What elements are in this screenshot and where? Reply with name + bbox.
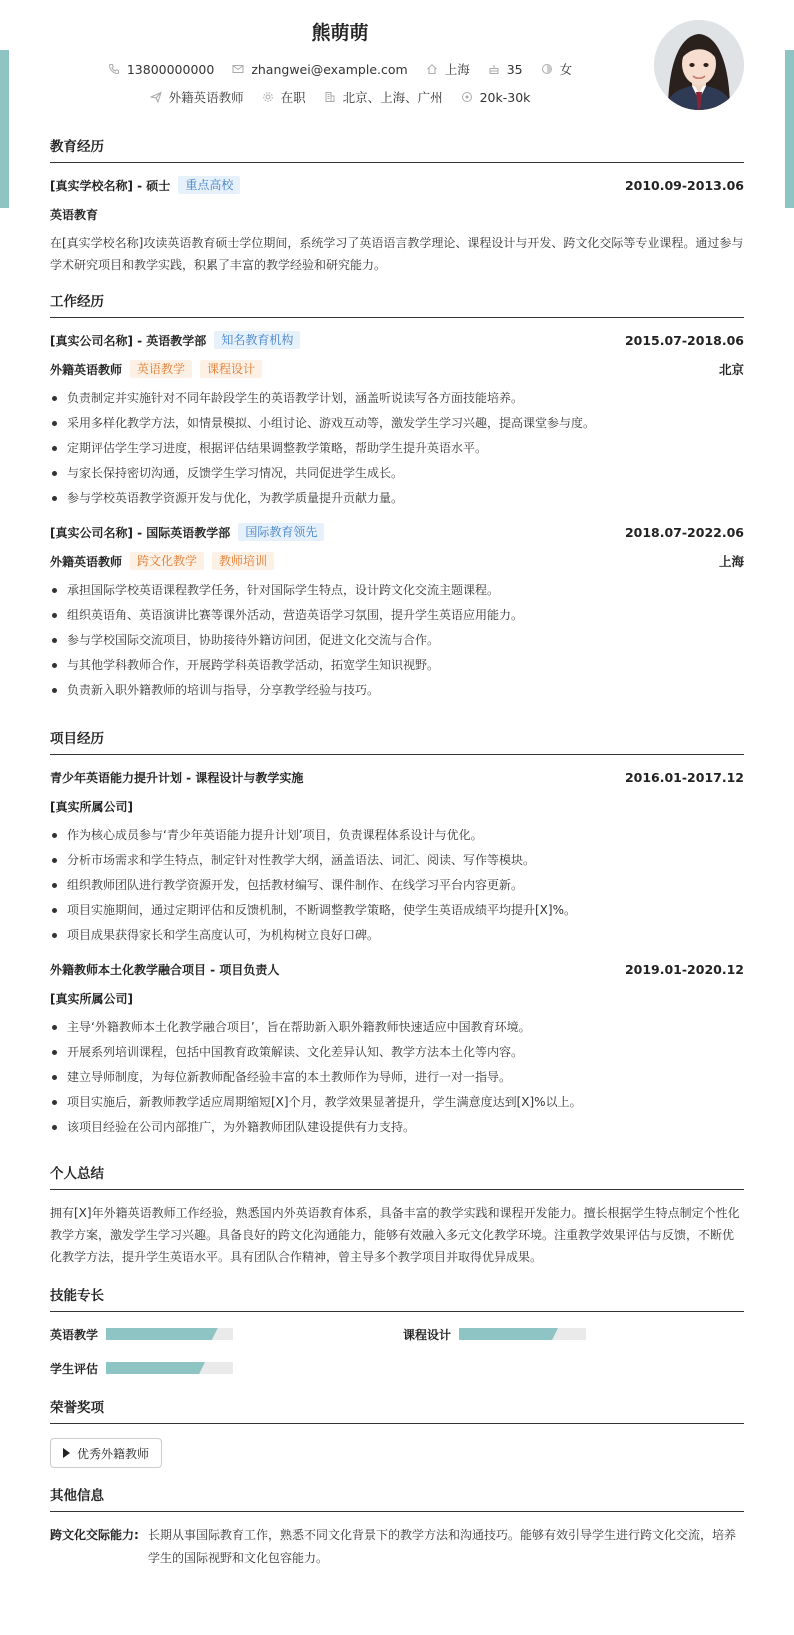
summary-section (50, 1162, 744, 1268)
status-item (262, 88, 306, 106)
skill-level-fill (106, 1328, 218, 1340)
section-title-skills: 技能专长 (50, 1284, 744, 1312)
project-company: [真实所属公司] (50, 991, 133, 1006)
major: 英语教育 (50, 207, 99, 222)
gear-icon (262, 91, 274, 103)
cake-icon (488, 63, 500, 75)
gender: 女 (559, 62, 573, 77)
entry-title (50, 523, 324, 541)
skill-name: 课程设计 (403, 1327, 452, 1342)
phone-item (108, 62, 214, 77)
list-item: 组织教师团队进行教学资源开发，包括教材编写、课件制作、在线学习平台内容更新。 (50, 873, 744, 898)
award-chip[interactable] (50, 1438, 162, 1468)
list-item: 建立导师制度，为每位新教师配备经验丰富的本土教师作为导师，进行一对一指导。 (50, 1065, 744, 1090)
education-entry (50, 175, 744, 276)
home-icon (426, 63, 438, 75)
gender-icon (541, 63, 553, 75)
skill-level-bar (106, 1328, 233, 1340)
list-item: 项目成果获得家长和学生高度认可，为机构树立良好口碑。 (50, 923, 744, 948)
phone-number: 13800000000 (126, 61, 215, 77)
skill-tag: 教师培训 (212, 552, 274, 570)
list-item: 开展系列培训课程，包括中国教育政策解读、文化差异认知、教学方法本土化等内容。 (50, 1040, 744, 1065)
city-item (426, 60, 470, 78)
award-name: 优秀外籍教师 (77, 1446, 150, 1461)
job-title-item (150, 88, 244, 106)
candidate-name: 熊萌萌 (311, 22, 369, 44)
responsibility-list (50, 386, 744, 511)
email-item (232, 62, 407, 77)
play-icon (63, 1448, 70, 1458)
gender-item (541, 60, 573, 78)
skills-grid (50, 1324, 744, 1378)
list-item: 参与学校英语教学资源开发与优化，为教学质量提升贡献力量。 (50, 486, 744, 511)
project-name: 青少年英语能力提升计划 - 课程设计与教学实施 (50, 770, 304, 785)
list-item: 该项目经验在公司内部推广，为外籍教师团队建设提供有力支持。 (50, 1115, 744, 1140)
skills-section (50, 1284, 744, 1378)
entry-date: 2010.09-2013.06 (624, 177, 744, 193)
list-item: 采用多样化教学方法，如情景模拟、小组讨论、游戏互动等，激发学生学习兴趣，提高课堂参与度。 (50, 411, 744, 436)
project-details-list (50, 1015, 744, 1140)
entry-date: 2016.01-2017.12 (624, 769, 744, 785)
resume-body (50, 135, 744, 1584)
work-entry (50, 522, 744, 703)
project-company: [真实所属公司] (50, 799, 133, 814)
list-item: 项目实施后，新教师教学适应周期缩短[X]个月，教学效果显著提升，学生满意度达到[X]%以上。 (50, 1090, 744, 1115)
skill-name: 英语教学 (50, 1327, 99, 1342)
list-item: 分析市场需求和学生特点，制定针对性教学大纲，涵盖语法、词汇、阅读、写作等模块。 (50, 848, 744, 873)
profile-photo (654, 20, 744, 110)
awards-section (50, 1396, 744, 1468)
skill-level-fill (459, 1328, 558, 1340)
phone-icon (108, 63, 120, 75)
job-title: 外籍英语教师 (168, 90, 244, 105)
list-item: 与家长保持密切沟通，反馈学生学习情况，共同促进学生成长。 (50, 461, 744, 486)
list-item: 作为核心成员参与‘青少年英语能力提升计划’项目，负责课程体系设计与优化。 (50, 823, 744, 848)
work-location: 上海 (718, 554, 744, 569)
section-title-awards: 荣誉奖项 (50, 1396, 744, 1424)
company-name: [真实公司名称] - 国际英语教学部 (50, 525, 231, 540)
skill-item (50, 1324, 403, 1344)
locations-item (324, 88, 443, 106)
project-entry (50, 959, 744, 1140)
list-item: 负责新入职外籍教师的培训与指导，分享教学经验与技巧。 (50, 678, 744, 703)
section-title-summary: 个人总结 (50, 1162, 744, 1190)
education-section (50, 135, 744, 276)
skill-level-bar (106, 1362, 233, 1374)
skill-tag: 英语教学 (130, 360, 192, 378)
list-item: 与其他学科教师合作，开展跨学科英语教学活动，拓宽学生知识视野。 (50, 653, 744, 678)
company-name: [真实公司名称] - 英语教学部 (50, 333, 207, 348)
role-title: 外籍英语教师 (50, 362, 123, 377)
list-item: 承担国际学校英语课程教学任务，针对国际学生特点，设计跨文化交流主题课程。 (50, 578, 744, 603)
money-icon (461, 91, 473, 103)
project-section (50, 727, 744, 1140)
education-description: 在[真实学校名称]攻读英语教育硕士学位期间，系统学习了英语语言教学理论、课程设计与开发、跨文化交际等专业课程。通过参与学术研究项目和教学实践，积累了丰富的教学经验和研究能力。 (50, 236, 744, 272)
list-item: 定期评估学生学习进度，根据评估结果调整教学策略，帮助学生提升英语水平。 (50, 436, 744, 461)
city: 上海 (444, 62, 470, 77)
employment-status: 在职 (280, 90, 306, 105)
other-info-label: 跨文化交际能力: (50, 1528, 139, 1542)
responsibility-list (50, 578, 744, 703)
age: 35 (506, 61, 523, 77)
entry-title (50, 331, 300, 349)
skill-level-fill (106, 1362, 205, 1374)
building-icon (324, 91, 336, 103)
skill-item (403, 1324, 744, 1344)
skill-level-bar (459, 1328, 586, 1340)
project-name: 外籍教师本土化教学融合项目 - 项目负责人 (50, 962, 280, 977)
other-info-row (50, 1524, 744, 1570)
skill-item (50, 1358, 403, 1378)
role-row (50, 552, 274, 570)
project-details-list (50, 823, 744, 948)
entry-date: 2019.01-2020.12 (624, 961, 744, 977)
list-item: 负责制定并实施针对不同年龄段学生的英语教学计划，涵盖听说读写各方面技能培养。 (50, 386, 744, 411)
send-icon (150, 91, 162, 103)
project-entry (50, 767, 744, 948)
other-section (50, 1484, 744, 1570)
company-tag: 国际教育领先 (238, 523, 324, 541)
section-title-other: 其他信息 (50, 1484, 744, 1512)
salary-item (461, 90, 531, 105)
list-item: 项目实施期间，通过定期评估和反馈机制，不断调整教学策略，使学生英语成绩平均提升[X]%。 (50, 898, 744, 923)
age-item (488, 62, 523, 77)
list-item: 组织英语角、英语演讲比赛等课外活动，营造英语学习氛围，提升学生英语应用能力。 (50, 603, 744, 628)
section-title-projects: 项目经历 (50, 727, 744, 755)
resume-header (0, 0, 794, 135)
mail-icon (232, 63, 244, 75)
list-item: 参与学校国际交流项目，协助接待外籍访问团，促进文化交流与合作。 (50, 628, 744, 653)
work-section (50, 290, 744, 703)
role-title: 外籍英语教师 (50, 554, 123, 569)
school-name: [真实学校名称] - 硕士 (50, 178, 171, 193)
list-item: 主导‘外籍教师本土化教学融合项目’，旨在帮助新入职外籍教师快速适应中国教育环境。 (50, 1015, 744, 1040)
entry-title (50, 176, 240, 194)
expected-salary: 20k-30k (479, 89, 531, 105)
role-row (50, 360, 262, 378)
preferred-locations: 北京、上海、广州 (342, 90, 443, 105)
section-title-work: 工作经历 (50, 290, 744, 318)
entry-date: 2018.07-2022.06 (624, 524, 744, 540)
skill-tag: 跨文化教学 (130, 552, 204, 570)
contact-row (0, 60, 680, 78)
work-location: 北京 (718, 362, 744, 377)
entry-date: 2015.07-2018.06 (624, 332, 744, 348)
summary-text: 拥有[X]年外籍英语教师工作经验，熟悉国内外英语教育体系，具备丰富的教学实践和课程开发能力。擅长根据学生特点制定个性化教学方案，激发学生学习兴趣。具备良好的跨文化沟通能力，能够有效融入多元文化教学环境。注重教学效果评估与反馈，不断优化教学方法，提升学生英语水平。具有团队合作精神，曾主导多个教学项目并取得优异成果。 (50, 1206, 740, 1264)
section-title-education: 教育经历 (50, 135, 744, 163)
work-entry (50, 330, 744, 511)
other-info-text: 长期从事国际教育工作，熟悉不同文化背景下的教学方法和沟通技巧。能够有效引导学生进行跨文化交流，培养学生的国际视野和文化包容能力。 (148, 1528, 737, 1565)
skill-tag: 课程设计 (200, 360, 262, 378)
school-tag: 重点高校 (178, 176, 240, 194)
job-intent-row (0, 88, 680, 106)
company-tag: 知名教育机构 (214, 331, 300, 349)
skill-name: 学生评估 (50, 1361, 99, 1376)
email-address: zhangwei@example.com (251, 61, 408, 77)
